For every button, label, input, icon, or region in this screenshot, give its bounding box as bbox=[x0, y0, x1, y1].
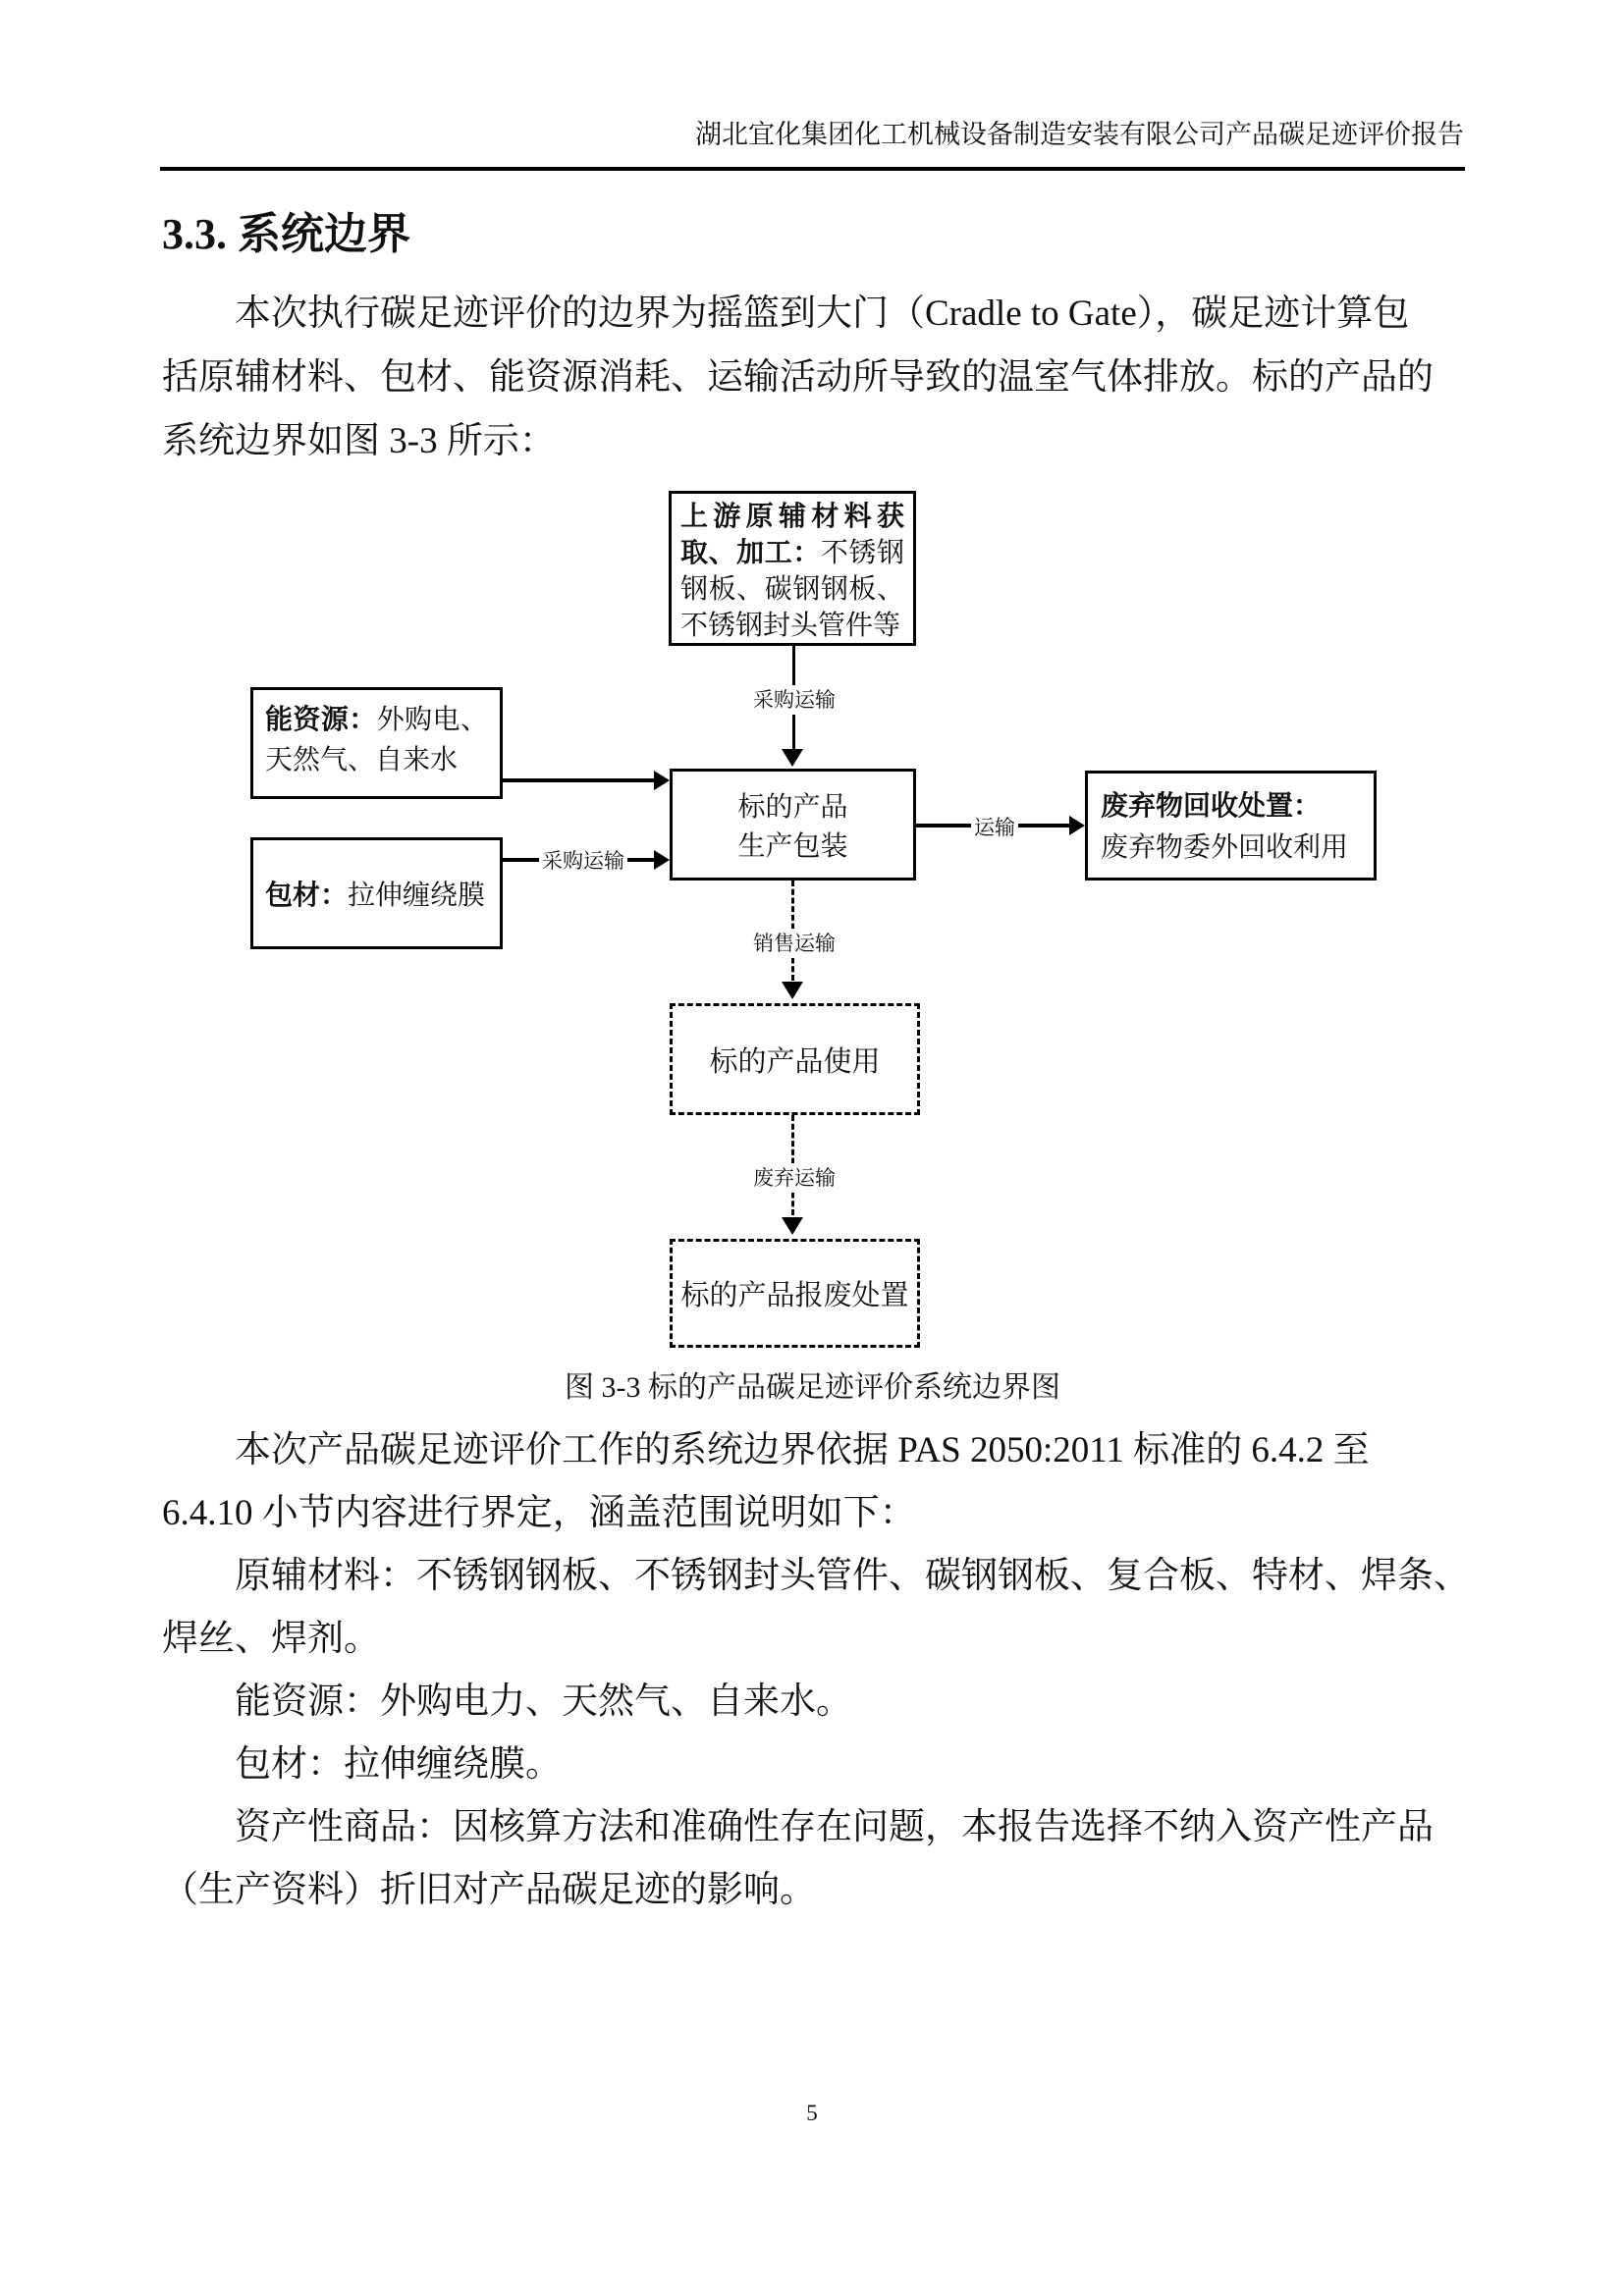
arrow-head-sales bbox=[782, 982, 803, 999]
arrow-line-energy bbox=[503, 778, 658, 782]
header-rule bbox=[160, 167, 1465, 171]
arrow-head-procurement-top bbox=[782, 749, 803, 767]
paragraph-line: 括原辅材料、包材、能资源消耗、运输活动所导致的温室气体排放。标的产品的 bbox=[162, 357, 1434, 398]
waste-box-lead: 废弃物回收处置： bbox=[1101, 791, 1322, 822]
paragraph-line: 本次产品碳足迹评价工作的系统边界依据 PAS 2050:2011 标准的 6.4.2 至 bbox=[235, 1430, 1370, 1470]
product-use-label: 标的产品使用 bbox=[709, 1045, 881, 1078]
upstream-box-lead: 上游原辅材料获取、加工： bbox=[680, 502, 904, 568]
product-use-box bbox=[670, 1003, 920, 1115]
sales-transport-label: 销售运输 bbox=[750, 929, 839, 958]
section-heading: 3.3. 系统边界 bbox=[162, 210, 410, 258]
paragraph-line: 能资源：外购电力、天然气、自来水。 bbox=[235, 1682, 852, 1722]
energy-box-lead: 能资源： bbox=[265, 705, 377, 735]
arrow-head-energy bbox=[654, 771, 670, 790]
energy-box-content: 外购电、天然气、自来水 bbox=[265, 705, 488, 775]
figure-caption: 图 3-3 标的产品碳足迹评价系统边界图 bbox=[565, 1371, 1060, 1404]
product-disposal-box bbox=[670, 1239, 920, 1348]
production-box-line2: 生产包装 bbox=[737, 831, 848, 862]
packaging-material-box bbox=[250, 837, 503, 949]
packaging-box-content: 拉伸缠绕膜 bbox=[348, 881, 486, 911]
waste-box-content: 废弃物委外回收利用 bbox=[1101, 832, 1349, 863]
paragraph-line: 本次执行碳足迹评价的边界为摇篮到大门（Cradle to Gate），碳足迹计算包 bbox=[235, 294, 1410, 334]
waste-recycling-box bbox=[1085, 771, 1377, 881]
arrow-head-packaging bbox=[654, 850, 670, 870]
upstream-box-content: 不锈钢钢板、碳钢钢板、不锈钢封头管件等 bbox=[680, 538, 904, 641]
paragraph-line: 系统边界如图 3-3 所示： bbox=[162, 421, 556, 461]
production-box bbox=[670, 769, 916, 881]
product-disposal-label: 标的产品报废处置 bbox=[680, 1280, 909, 1311]
header-title: 湖北宜化集团化工机械设备制造安装有限公司产品碳足迹评价报告 bbox=[695, 120, 1464, 149]
disposal-transport-label: 废弃运输 bbox=[750, 1163, 839, 1193]
upstream-materials-box bbox=[669, 491, 916, 646]
paragraph-line: 6.4.10 小节内容进行界定，涵盖范围说明如下： bbox=[162, 1493, 916, 1533]
procurement-transport-label-left: 采购运输 bbox=[539, 846, 627, 876]
packaging-box-lead: 包材： bbox=[265, 881, 349, 911]
transport-label: 运输 bbox=[971, 813, 1018, 842]
arrow-head-disposal bbox=[782, 1217, 803, 1235]
production-box-line1: 标的产品 bbox=[737, 792, 848, 823]
paragraph-line: 包材：拉伸缠绕膜。 bbox=[235, 1744, 562, 1785]
energy-resources-box bbox=[250, 687, 503, 799]
paragraph-line: 焊丝、焊剂。 bbox=[162, 1619, 380, 1659]
paragraph-line: 资产性商品：因核算方法和准确性存在问题，本报告选择不纳入资产性产品 bbox=[235, 1807, 1434, 1847]
page-number: 5 bbox=[806, 2101, 818, 2125]
procurement-transport-label: 采购运输 bbox=[750, 685, 839, 715]
paragraph-line: （生产资料）折旧对产品碳足迹的影响。 bbox=[162, 1870, 816, 1910]
paragraph-line: 原辅材料：不锈钢钢板、不锈钢封头管件、碳钢钢板、复合板、特材、焊条、 bbox=[235, 1556, 1470, 1596]
arrow-head-transport bbox=[1069, 816, 1085, 835]
